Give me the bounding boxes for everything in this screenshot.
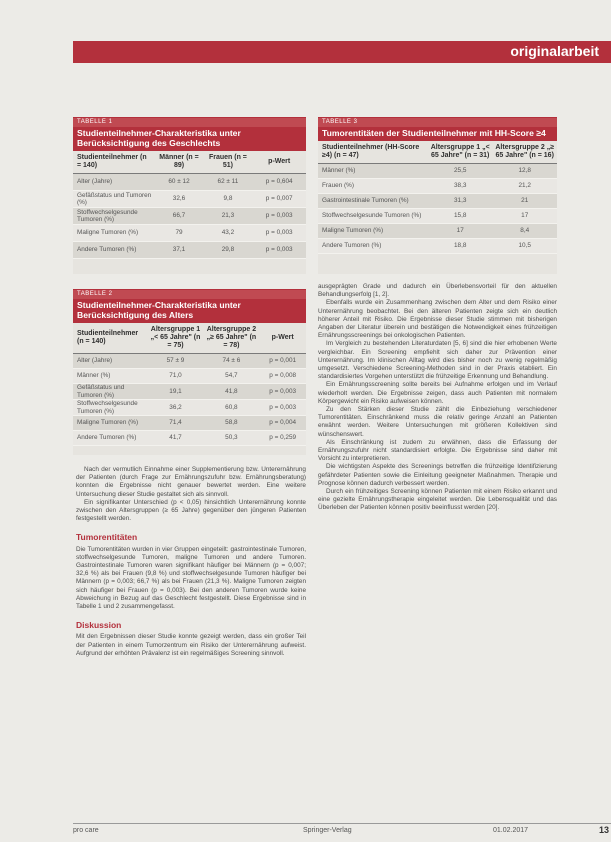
table-cell: Maligne Tumoren (%) xyxy=(73,416,148,431)
table-cell: 12,8 xyxy=(492,164,557,179)
table-cell: 9,8 xyxy=(203,191,252,208)
table-row xyxy=(73,416,306,431)
table-3-tag: TABELLE 3 xyxy=(318,118,557,127)
table-cell: 29,8 xyxy=(203,242,252,259)
table-1-col-0: Studienteilnehmer (n = 140) xyxy=(73,151,155,174)
table-cell: 71,4 xyxy=(148,416,204,431)
table-cell: 62 ± 11 xyxy=(203,174,252,191)
table-cell: p = 0,604 xyxy=(252,174,306,191)
table-cell: Männer (%) xyxy=(318,164,428,179)
right-paragraph-3: Im Vergleich zu bestehenden Literaturdaten [5, 6] sind die hier erhobenen Werte vergleichbar. Ein Screening empfiehlt sich daher zur Prävention einer Unterernährung. Im klinischen Alltag wird dies bisher noch zu wenig regelmäßig umgesetzt. Verschiedene Screening-Methoden sind in der Praxis etabliert. Ein standardisiertes Vorgehen unterstützt die frühzeitige Erkennung und Behandlung. xyxy=(318,340,557,381)
table-row xyxy=(318,224,557,239)
table-cell: p = 0,003 xyxy=(252,208,306,225)
table-cell: 79 xyxy=(155,225,204,242)
table-cell: Alter (Jahre) xyxy=(73,174,155,191)
table-1-tag: TABELLE 1 xyxy=(73,118,306,127)
table-cell: p = 0,003 xyxy=(259,384,306,400)
section-header-band xyxy=(73,41,611,63)
right-paragraph-7: Die wichtigsten Aspekte des Screenings betreffen die frühzeitige Identifizierung gefährdeter Patienten sowie die Einleitung geeigneter Maßnahmen. Therapie und Prognose können dadurch verbessert werden. xyxy=(318,463,557,487)
table-1-title: Studienteilnehmer-Charakteristika unter Berücksichtigung des Geschlechts xyxy=(73,127,306,151)
footer-date: 01.02.2017 xyxy=(493,827,529,834)
table-cell: Gastrointestinale Tumoren (%) xyxy=(318,194,428,209)
table-cell: Stoffwechselgesunde Tumoren (%) xyxy=(73,400,148,416)
table-cell: 74 ± 6 xyxy=(203,354,259,369)
table-cell: 50,3 xyxy=(203,431,259,446)
table-cell: 43,2 xyxy=(203,225,252,242)
left-paragraph-2: Ein signifikanter Unterschied (p < 0,05) hinsichtlich Unterernährung konnte zwischen den Altersgruppen (≥ 65 Jahre) gegenüber den jüngeren Patienten festgestellt werden. xyxy=(76,498,306,523)
table-cell: 41,7 xyxy=(148,431,204,446)
table-row xyxy=(73,174,306,191)
page-number: 13 xyxy=(599,825,610,835)
table-row xyxy=(318,179,557,194)
table-2-tag: TABELLE 2 xyxy=(73,290,306,299)
table-cell: Frauen (%) xyxy=(318,179,428,194)
table-cell: 19,1 xyxy=(148,384,204,400)
table-row xyxy=(73,369,306,384)
table-2-header-row xyxy=(73,323,306,354)
table-3-title: Tumorentitäten der Studienteilnehmer mit HH-Score ≥4 xyxy=(318,127,557,141)
left-paragraph-4: Mit den Ergebnissen dieser Studie konnte gezeigt werden, dass ein großer Teil der Patienten in einem Tumorzentrum ein Risiko der Unterernährung aufweist. Aufgrund der erhöhten Prävalenz ist ein regelmäßiges Screening sinnvoll. xyxy=(76,633,306,657)
table-cell: p = 0,259 xyxy=(259,431,306,446)
right-paragraph-6: Als Einschränkung ist zudem zu erwähnen, dass die Erfassung der Ernährungszufuhr nicht standardisiert erfolgte. Die Ergebnisse sind daher mit Vorsicht zu interpretieren. xyxy=(318,438,557,463)
left-paragraph-3: Die Tumorentitäten wurden in vier Gruppen eingeteilt: gastrointestinale Tumoren, stoffwechselgesunde Tumoren, maligne Tumoren und andere Tumoren. Gastrointestinale Tumoren waren signifikant häufiger bei Männern (p = 0,007; 32,6 %) als bei Frauen (9,8 %) und stoffwechselgesunde Tumoren häufiger bei Männern (p = 0,003; 66,7 %) als bei Frauen (21,3 %). Maligne Tumoren zeigten sich häufiger bei Frauen (p = 0,003). Bei den anderen Tumoren wurde keine Abweichung in Bezug auf das Geschlecht festgestellt. Diese Ergebnisse sind in Tabelle 1 und 2 zusammengefasst. xyxy=(76,545,306,611)
heading-diskussion: Diskussion xyxy=(76,620,122,631)
table-3-col-2: Altersgruppe 2 „≥ 65 Jahre" (n = 16) xyxy=(492,141,557,164)
table-row xyxy=(318,194,557,209)
page-footer xyxy=(73,823,611,835)
table-cell: p = 0,001 xyxy=(259,354,306,369)
table-cell: p = 0,008 xyxy=(259,369,306,384)
table-cell: 60 ± 12 xyxy=(155,174,204,191)
table-cell: Männer (%) xyxy=(73,369,148,384)
table-cell: 18,8 xyxy=(428,239,493,254)
table-2-col-2: Altersgruppe 2 „≥ 65 Jahre" (n = 78) xyxy=(203,323,259,354)
section-label: originalarbeit xyxy=(510,43,599,59)
table-3-col-1: Altersgruppe 1 „< 65 Jahre" (n = 31) xyxy=(428,141,493,164)
table-row xyxy=(73,191,306,208)
table-row xyxy=(73,354,306,369)
table-cell: 21,3 xyxy=(203,208,252,225)
table-2-col-1: Altersgruppe 1 „< 65 Jahre" (n = 75) xyxy=(148,323,204,354)
table-row xyxy=(73,400,306,416)
right-paragraph-5: Zu den Stärken dieser Studie zählt die Einbeziehung verschiedener Tumorentitäten. Einschränkend muss die relativ geringe Anzahl an Patienten erwähnt werden. Weitere Untersuchungen mit größeren Kollektiven sind wünschenswert. xyxy=(318,406,557,438)
table-cell: 32,6 xyxy=(155,191,204,208)
table-row xyxy=(73,431,306,446)
table-cell: 17 xyxy=(428,224,493,239)
right-paragraph-4: Ein Ernährungsscreening sollte bereits bei Aufnahme erfolgen und im Verlauf wiederholt werden. Die Ergebnisse zeigen, dass auch Patienten mit normalem Körpergewicht ein Risiko aufweisen können. xyxy=(318,381,557,405)
table-2-title: Studienteilnehmer-Charakteristika unter Berücksichtigung des Alters xyxy=(73,299,306,323)
table-cell: 41,8 xyxy=(203,384,259,400)
table-cell: Maligne Tumoren (%) xyxy=(318,224,428,239)
table-3-grid xyxy=(318,141,557,254)
table-cell: 31,3 xyxy=(428,194,493,209)
table-row xyxy=(73,242,306,259)
table-cell: 8,4 xyxy=(492,224,557,239)
table-cell: Alter (Jahre) xyxy=(73,354,148,369)
table-1-grid xyxy=(73,151,306,259)
table-cell: p = 0,003 xyxy=(252,225,306,242)
table-cell: 54,7 xyxy=(203,369,259,384)
table-cell: Gefäßstatus und Tumoren (%) xyxy=(73,384,148,400)
footer-journal: pro care xyxy=(73,827,99,834)
table-1-col-1: Männer (n = 89) xyxy=(155,151,204,174)
table-cell: 60,8 xyxy=(203,400,259,416)
table-cell: Andere Tumoren (%) xyxy=(318,239,428,254)
table-cell: Stoffwechselgesunde Tumoren (%) xyxy=(73,208,155,225)
table-cell: Stoffwechselgesunde Tumoren (%) xyxy=(318,209,428,224)
table-cell: 10,5 xyxy=(492,239,557,254)
left-paragraph-1: Nach der vermutlich Einnahme einer Supplementierung bzw. Unterernährung der Patienten (durch Frage zur Ernährungszufuhr bzw. Ernährungsberatung) konnten die Ergebnisse nicht genauer bewertet werden. Eine weitere Untersuchung dieser Studie gestaltet sich als sinnvoll. xyxy=(76,466,306,498)
table-cell: 15,8 xyxy=(428,209,493,224)
table-cell: 21,2 xyxy=(492,179,557,194)
table-2-col-0: Studienteilnehmer (n = 140) xyxy=(73,323,148,354)
footer-publisher: Springer-Verlag xyxy=(303,827,352,834)
heading-tumorentitaeten: Tumorentitäten xyxy=(76,532,138,543)
table-cell: 57 ± 9 xyxy=(148,354,204,369)
table-cell: 36,2 xyxy=(148,400,204,416)
table-cell: 21 xyxy=(492,194,557,209)
right-paragraph-2: Ebenfalls wurde ein Zusammenhang zwischen dem Alter und dem Risiko einer Unterernährung beobachtet. Bei den älteren Patienten zeigte sich ein deutlich höherer Anteil mit Risiko. Die Ergebnisse dieser Studie stimmen mit bisherigen Angaben der Literatur überein und bestätigen die Notwendigkeit eines frühzeitigen Ernährungsscreenings bei onkologischen Patienten. xyxy=(318,299,557,340)
right-paragraph-8: Durch ein frühzeitiges Screening können Patienten mit einem Risiko erkannt und eine gezielte Ernährungstherapie eingeleitet werden. Die Lebensqualität und das Überleben der Patienten können positiv beeinflusst werden [20]. xyxy=(318,488,557,512)
table-2-grid xyxy=(73,323,306,446)
table-1-col-2: Frauen (n = 51) xyxy=(203,151,252,174)
table-cell: p = 0,003 xyxy=(252,242,306,259)
table-row xyxy=(73,225,306,242)
right-paragraph-1: ausgeprägten Grade und dadurch ein Überlebensvorteil für den aktuellen Behandlungserfolg [1, 2]. xyxy=(318,283,557,299)
table-2 xyxy=(73,289,306,455)
table-row xyxy=(318,164,557,179)
left-text-column xyxy=(76,466,306,658)
table-cell: 66,7 xyxy=(155,208,204,225)
table-cell: Maligne Tumoren (%) xyxy=(73,225,155,242)
table-cell: p = 0,003 xyxy=(259,400,306,416)
table-cell: 25,5 xyxy=(428,164,493,179)
table-1-header-row xyxy=(73,151,306,174)
table-row xyxy=(73,384,306,400)
table-cell: p = 0,007 xyxy=(252,191,306,208)
table-3 xyxy=(318,117,557,274)
table-cell: Gefäßstatus und Tumoren (%) xyxy=(73,191,155,208)
table-cell: Andere Tumoren (%) xyxy=(73,431,148,446)
right-text-column xyxy=(318,283,557,513)
table-cell: 71,0 xyxy=(148,369,204,384)
table-cell: 17 xyxy=(492,209,557,224)
table-row xyxy=(73,208,306,225)
table-cell: p = 0,004 xyxy=(259,416,306,431)
table-cell: 37,1 xyxy=(155,242,204,259)
table-cell: 58,8 xyxy=(203,416,259,431)
table-3-header-row xyxy=(318,141,557,164)
table-2-col-3: p-Wert xyxy=(259,323,306,354)
table-cell: Andere Tumoren (%) xyxy=(73,242,155,259)
table-1-col-3: p-Wert xyxy=(252,151,306,174)
table-cell: 38,3 xyxy=(428,179,493,194)
table-row xyxy=(318,209,557,224)
table-1 xyxy=(73,117,306,274)
table-row xyxy=(318,239,557,254)
table-3-col-0: Studienteilnehmer (HH-Score ≥4) (n = 47) xyxy=(318,141,428,164)
